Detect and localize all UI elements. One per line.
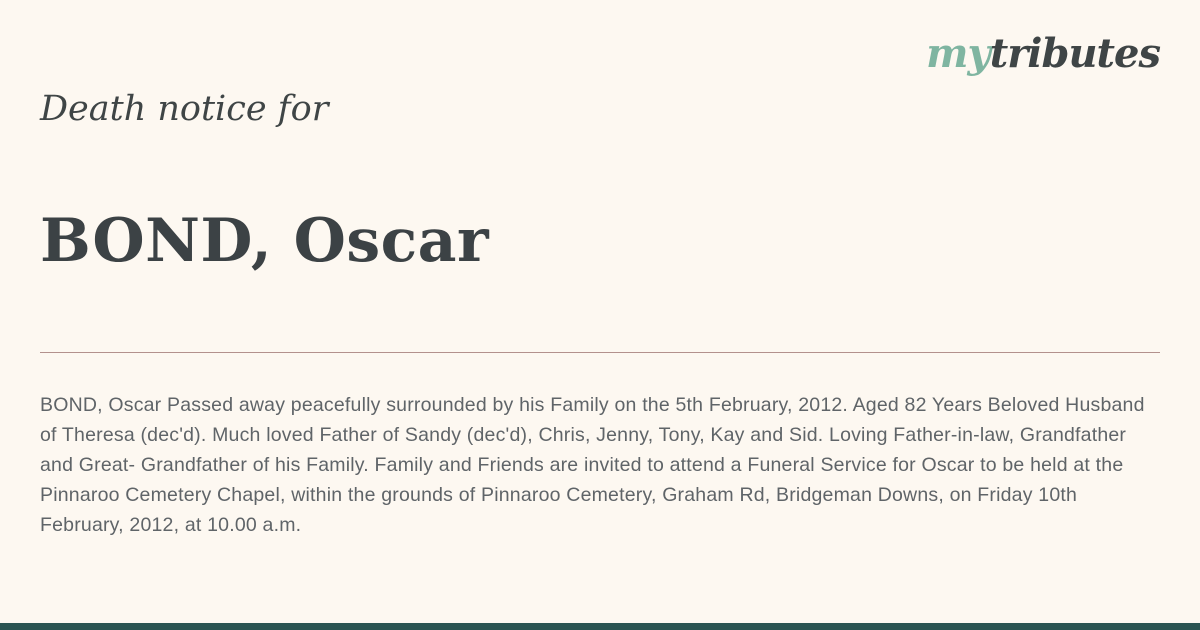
mytributes-logo[interactable] <box>926 30 1160 77</box>
logo-tributes-text: tributes <box>989 30 1160 77</box>
notice-body-text: BOND, Oscar Passed away peacefully surrounded by his Family on the 5th February, 2012. Aged 82 Years Beloved Husband of Theresa (dec'd). Much loved Father of Sandy (dec'd), Chris, Jenny, Tony, Kay and Sid. Loving Father-in-law, Grandfather and Great- Grandfather of his Family. Family and Friends are invited to attend a Funeral Service for Oscar to be held at the Pinnaroo Cemetery Chapel, within the grounds of Pinnaroo Cemetery, Graham Rd, Bridgeman Downs, on Friday 10th February, 2012, at 10.00 a.m. <box>40 394 1145 536</box>
death-notice-label: Death notice for <box>40 89 329 129</box>
deceased-name-heading: BOND, Oscar <box>40 206 490 276</box>
logo-my-text: my <box>926 30 990 77</box>
bottom-accent-bar <box>0 623 1200 630</box>
divider-line <box>40 352 1160 353</box>
